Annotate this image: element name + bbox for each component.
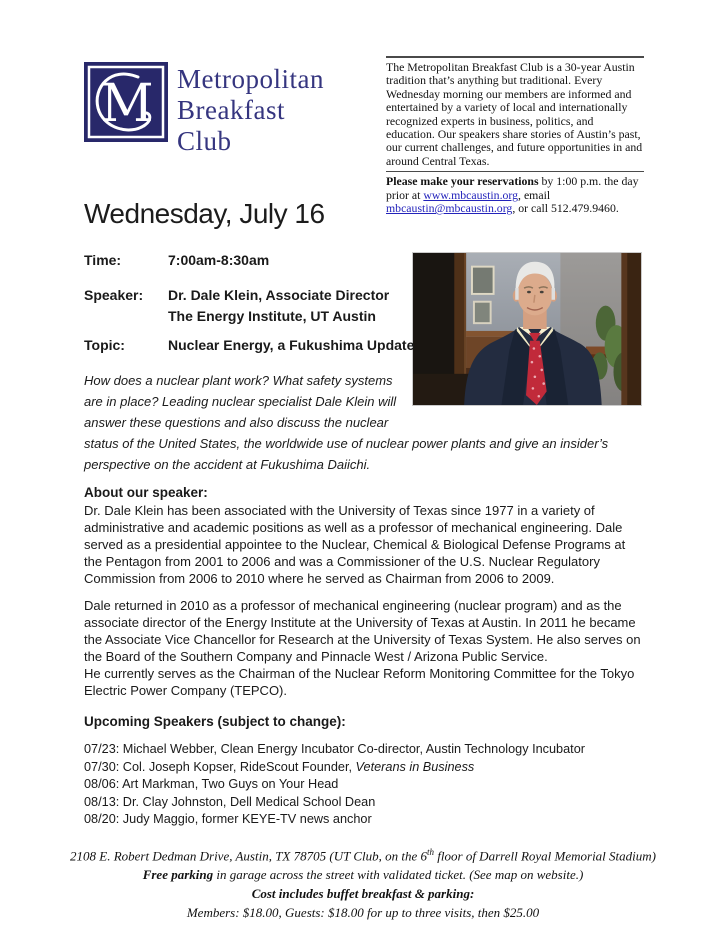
event-speaker-row — [84, 285, 418, 327]
cost-line: Cost includes buffet breakfast & parking: — [251, 885, 475, 901]
logo-word-2: Breakfast — [177, 95, 285, 125]
page-title: Wednesday, July 16 — [84, 198, 325, 229]
upcoming-speaker-item-1: 07/23: Michael Webber, Clean Energy Incubator Co-director, Austin Technology Incubator — [84, 742, 585, 756]
logo-word-3: Club — [177, 126, 232, 156]
upcoming-speakers-list — [84, 741, 642, 829]
event-time-row — [84, 250, 418, 271]
logo-wordmark — [177, 64, 324, 157]
topic-value: Nuclear Energy, a Fukushima Update — [168, 337, 415, 353]
topic-label: Topic: — [84, 337, 125, 353]
talk-description: How does a nuclear plant work? What safety systems are in place? Leading nuclear specialist Dale Klein will answer these questions and also discuss the nuclear status of the United States, the worldwide use of nuclear power plants and give an insider’s perspective on the accident at Fukushima Daiichi. — [84, 373, 609, 472]
about-speaker-para-2 — [84, 597, 642, 699]
event-topic-row — [84, 335, 418, 356]
footer — [20, 843, 706, 922]
monogram-letter: M — [100, 74, 154, 134]
event-details — [84, 250, 418, 370]
speaker-value: Dr. Dale Klein, Associate Director The Energy Institute, UT Austin — [168, 287, 390, 324]
email-link[interactable]: mbcaustin@mbcaustin.org — [386, 201, 513, 216]
upcoming-speaker-item-3: 08/06: Art Markman, Two Guys on Your Head — [84, 777, 339, 791]
club-description: The Metropolitan Breakfast Club is a 30-year Austin tradition that’s anything but traditional. Every Wednesday morning our members are informed and entertained by a variety of local and internationally recognized experts in business, politics, and education. Our speakers share stories of Austin’s past, our current challenges, and future opportunities in and around Central Texas. — [386, 60, 643, 168]
speaker-label: Speaker: — [84, 287, 144, 303]
about-speaker-para-2a: Dale returned in 2010 as a professor of mechanical engineering (nuclear program) and as the associate director of the Energy Institute at the University of Texas at Austin. In 2011 he became the Associate Vice Chancellor for Research at the University of Texas System. He also serves on the Board of the Southern Company and Pinnacle West / Arizona Public Service. — [84, 598, 641, 664]
parking-line: Free parking in garage across the street with validated ticket. (See map on website.) — [142, 866, 584, 882]
upcoming-speaker-item-4: 08/13: Dr. Clay Johnston, Dell Medical School Dean — [84, 794, 376, 809]
ordinal-suffix: th — [427, 846, 435, 857]
reservations-text-3: , or call 512.479.9460. — [512, 201, 619, 216]
website-link[interactable]: www.mbcaustin.org — [423, 187, 519, 202]
upcoming-speaker-item-5: 08/20: Judy Maggio, former KEYE-TV news anchor — [84, 812, 372, 826]
venue-address-line: 2108 E. Robert Dedman Drive, Austin, TX 78705 (UT Club, on the 6th floor of Darrell Royal Memorial Stadium) — [70, 846, 656, 863]
club-info-block — [386, 56, 644, 215]
reservations-text-2: , email — [518, 187, 551, 202]
reservations-text-1: by 1:00 p.m. the day prior at — [386, 174, 639, 202]
reservations-bold-text: Please make your reservations — [386, 174, 539, 189]
time-value: 7:00am-8:30am — [168, 252, 270, 268]
speaker-photo — [412, 252, 642, 406]
main-content — [70, 246, 656, 922]
time-label: Time: — [84, 252, 122, 268]
upcoming-speakers-heading: Upcoming Speakers (subject to change): — [84, 714, 346, 729]
about-speaker-para-2b: He currently serves as the Chairman of the Nuclear Reform Monitoring Committee for the Tokyo Electric Power Company (TEPCO). — [84, 666, 635, 698]
mbc-logo — [84, 62, 324, 157]
logo-word-1: Metropolitan — [177, 64, 324, 94]
upcoming-speaker-item-2: 07/30: Col. Joseph Kopser, RideScout Founder, Veterans in Business — [84, 759, 475, 774]
reservations-note — [386, 171, 644, 215]
about-speaker-para-1: Dr. Dale Klein has been associated with the University of Texas since 1977 in a variety of administrative and academic positions as well as a professor of mechanical engineering. Dale served as a presidential appointee to the Nuclear, Chemical & Biological Defense Programs at the Pentagon from 2001 to 2006 and was a Commissioner of the U.S. Nuclear Regulatory Commission from 2006 to 2010 where he served as Chairman from 2006 to 2009. — [84, 503, 626, 586]
mbc-monogram-icon — [84, 62, 168, 142]
about-speaker-heading: About our speaker: — [84, 485, 208, 500]
price-line: Members: $18.00, Guests: $18.00 for up to three visits, then $25.00 — [186, 904, 540, 920]
